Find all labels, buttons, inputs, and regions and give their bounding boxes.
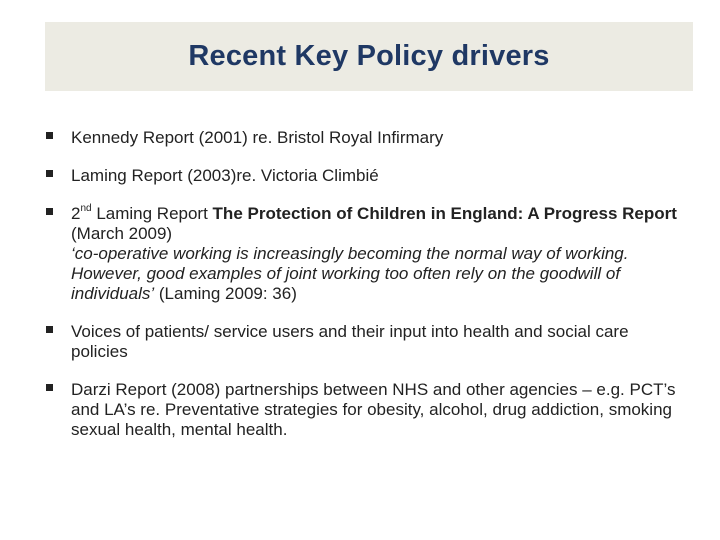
report-date: (March 2009): [71, 224, 173, 243]
bullet-darzi-report: [46, 380, 686, 440]
quote-text: ‘co-operative working is increasingly becoming the normal way of working. However, good examples of joint working too often rely on the goodwill of individuals’: [71, 244, 629, 303]
bullet-text: Darzi Report (2008) partnerships between NHS and other agencies – e.g. PCT’s and LA’s re. Preventative strategies for obesity, alcohol, drug addiction, smoking sexual health, mental health.: [71, 380, 676, 439]
quote-citation: (Laming 2009: 36): [154, 284, 297, 303]
ordinal-suffix: nd: [80, 203, 92, 215]
report-title: The Protection of Children in England: A Progress Report: [212, 204, 677, 223]
slide-title: Recent Key Policy drivers: [188, 40, 550, 72]
bullet-voices-of-patients: [46, 322, 686, 362]
bullet-text: Voices of patients/ service users and their input into health and social care policies: [71, 322, 629, 361]
bullet-text: Kennedy Report (2001) re. Bristol Royal Infirmary: [71, 128, 444, 147]
bullet-laming-report: [46, 166, 686, 186]
square-bullet-icon: [46, 132, 53, 139]
square-bullet-icon: [46, 326, 53, 333]
quote-block: [71, 244, 686, 304]
report-number: 2: [71, 204, 81, 223]
report-label: Laming Report: [91, 204, 213, 223]
bullet-text: Laming Report (2003)re. Victoria Climbié: [71, 166, 379, 185]
square-bullet-icon: [46, 384, 53, 391]
bullet-list: [46, 128, 686, 458]
square-bullet-icon: [46, 170, 53, 177]
bullet-second-laming-report: [46, 204, 686, 304]
square-bullet-icon: [46, 208, 53, 215]
bullet-kennedy-report: [46, 128, 686, 148]
title-banner: [45, 22, 693, 91]
